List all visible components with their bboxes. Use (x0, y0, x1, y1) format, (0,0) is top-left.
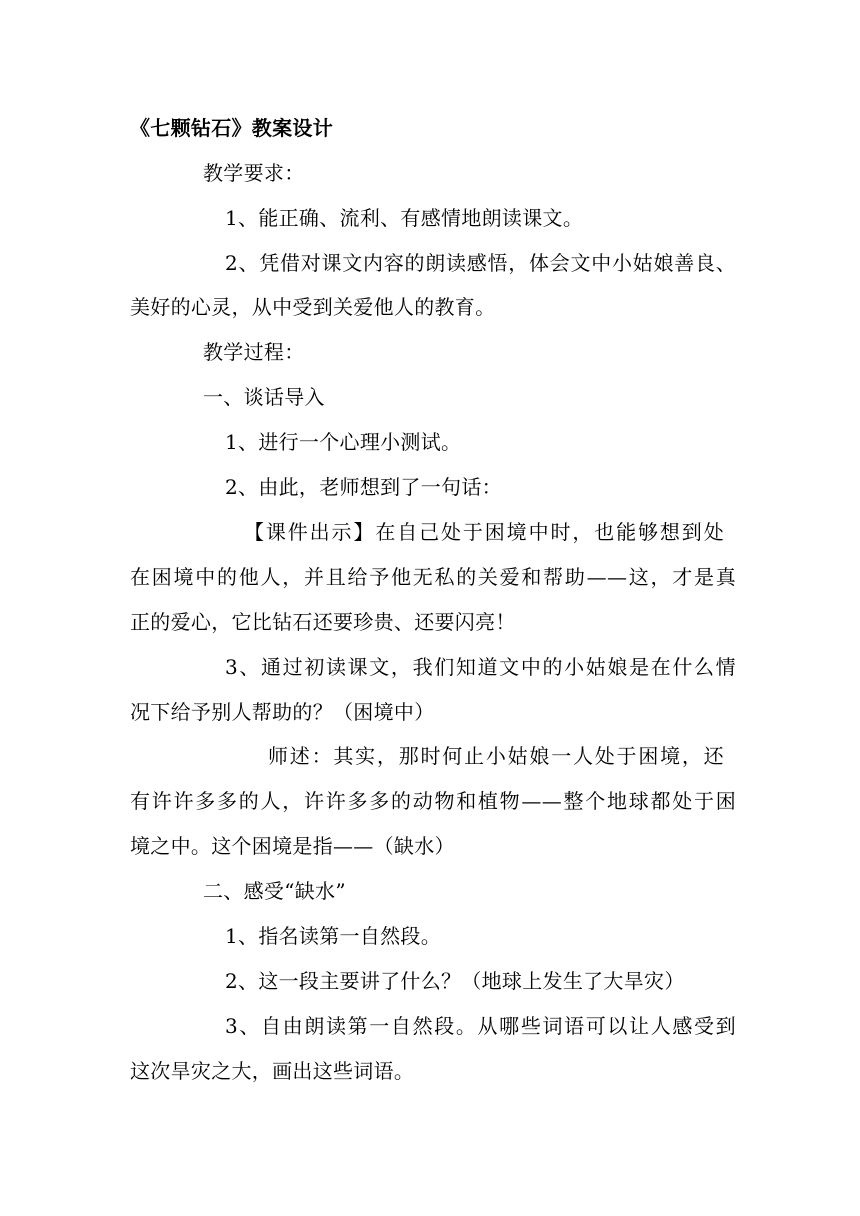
section-heading-teaching-requirements: 教学要求： (203, 161, 305, 185)
paragraph-line: 3、通过初读课文，我们知道文中的小姑娘是在什么情 (225, 655, 736, 679)
paragraph-line: 1、指名读第一自然段。 (225, 924, 442, 948)
paragraph-line: 美好的心灵，从中受到关爱他人的教育。 (130, 295, 496, 319)
paragraph-line: 有许许多多的人，许许多多的动物和植物——整个地球都处于困 (130, 789, 736, 813)
paragraph-line: 正的爱心，它比钻石还要珍贵、还要闪亮！ (130, 610, 516, 634)
section-heading-intro: 一、谈话导入 (203, 385, 325, 409)
paragraph-line: 1、进行一个心理小测试。 (225, 430, 462, 454)
document-title: 《七颗钻石》教案设计 (130, 116, 333, 140)
paragraph-line: 3、自由朗读第一自然段。从哪些词语可以让人感受到 (225, 1014, 736, 1038)
paragraph-line: 2、凭借对课文内容的朗读感悟，体会文中小姑娘善良、 (225, 251, 736, 275)
section-heading-teaching-process: 教学过程： (203, 340, 305, 364)
paragraph-line: 1、能正确、流利、有感情地朗读课文。 (225, 206, 584, 230)
paragraph-line: 2、由此，老师想到了一句话： (225, 475, 502, 499)
paragraph-line: 境之中。这个困境是指——（缺水） (130, 834, 455, 858)
paragraph-line: 这次旱灾之大，画出这些词语。 (130, 1059, 415, 1083)
paragraph-line: 在困境中的他人，并且给予他无私的关爱和帮助——这，才是真 (130, 565, 736, 589)
paragraph-line: 【课件出示】在自己处于困境中时，也能够想到处 (244, 520, 724, 544)
paragraph-line: 况下给予别人帮助的？（困境中） (130, 700, 435, 724)
paragraph-line: 师述：其实，那时何止小姑娘一人处于困境，还 (268, 744, 724, 768)
section-heading-water-shortage: 二、感受“缺水” (203, 879, 346, 903)
paragraph-line: 2、这一段主要讲了什么？（地球上发生了大旱灾） (225, 969, 685, 993)
